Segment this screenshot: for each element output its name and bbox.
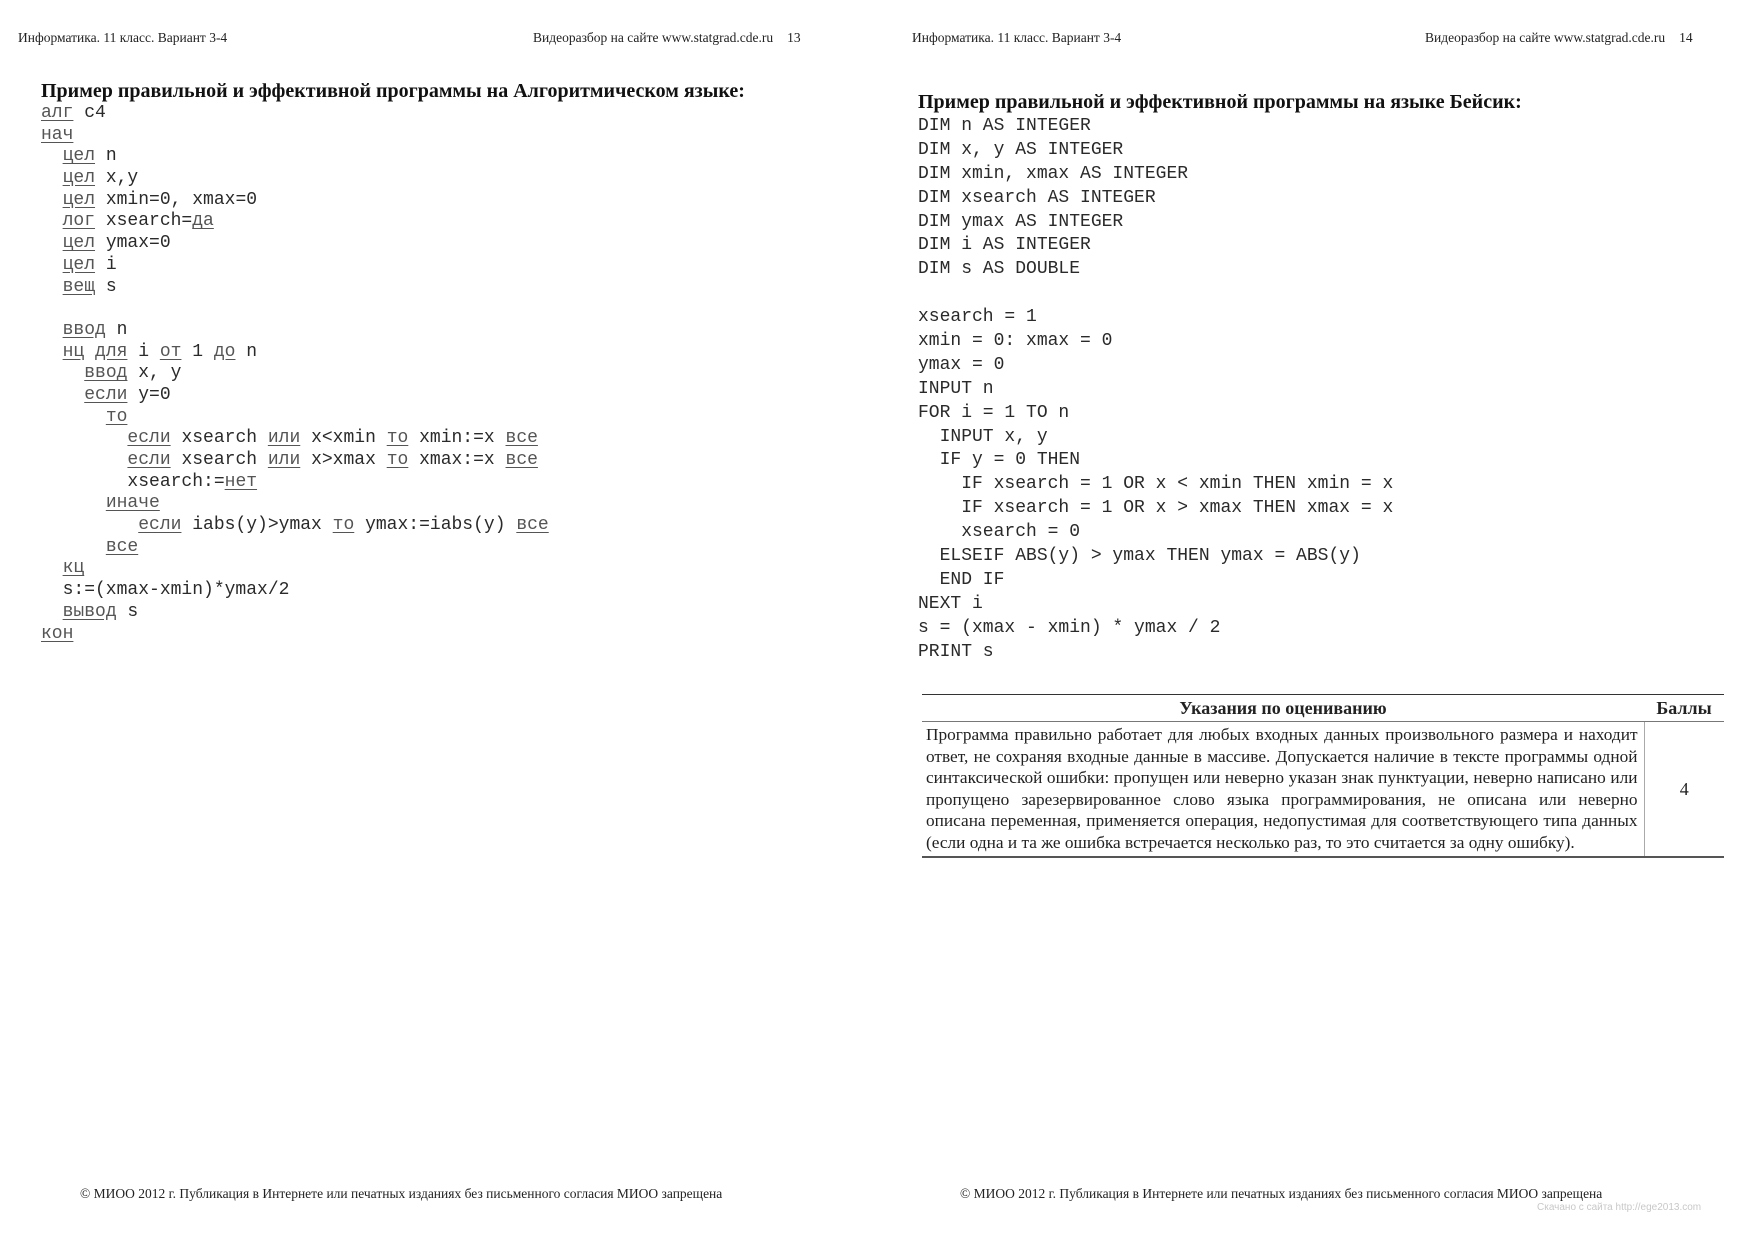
code-keyword: нет	[224, 471, 258, 492]
code-text: n	[235, 341, 258, 362]
code-line	[41, 342, 549, 364]
header-subject: Информатика. 11 класс. Вариант 3-4	[18, 30, 228, 45]
code-text: xsearch:=	[41, 471, 225, 492]
code-line	[41, 320, 549, 342]
code-text: xmin=0, xmax=0	[95, 189, 258, 210]
code-keyword: цел	[62, 233, 96, 254]
code-text	[41, 558, 63, 578]
code-text: xmin:=x	[408, 428, 506, 449]
code-line	[918, 282, 1393, 306]
code-text	[41, 190, 63, 210]
code-keyword: если	[127, 428, 171, 449]
header-video-site	[533, 30, 801, 46]
code-text: x, y	[127, 363, 182, 384]
code-keyword: ввод	[62, 319, 106, 340]
code-keyword: или	[267, 450, 301, 470]
code-text: y=0	[127, 384, 171, 405]
code-text: ymax:=iabs(y)	[354, 515, 517, 536]
code-keyword: от	[159, 341, 182, 362]
code-line: DIM n AS INTEGER	[918, 116, 1091, 136]
section-title: Пример правильной и эффективной программы на языке Бейсик:	[918, 91, 1522, 113]
code-keyword: то	[386, 450, 409, 470]
code-text	[41, 602, 63, 622]
grading-points-header: Баллы	[1644, 695, 1724, 722]
code-line: ELSEIF ABS(y) > ymax THEN ymax = ABS(y)	[918, 546, 1361, 567]
code-keyword: все	[505, 450, 538, 470]
code-text	[41, 168, 63, 188]
header-video-site	[1425, 30, 1693, 46]
code-keyword: то	[332, 515, 355, 536]
code-text: xsearch	[170, 450, 268, 470]
code-keyword: лог	[62, 211, 96, 232]
section-title: Пример правильной и эффективной программы на Алгоритмическом языке:	[41, 80, 745, 102]
code-line: xmin = 0: xmax = 0	[918, 331, 1113, 352]
code-text	[41, 407, 106, 427]
header-video-site-text: Видеоразбор на сайте www.statgrad.cde.ru	[1425, 30, 1666, 45]
code-text	[41, 233, 63, 253]
code-line	[41, 255, 549, 277]
code-line: DIM x, y AS INTEGER	[918, 139, 1124, 160]
page-number: 13	[787, 30, 801, 45]
code-text: xmax:=x	[408, 450, 506, 470]
code-text: n	[105, 319, 128, 340]
code-keyword: цел	[62, 168, 96, 189]
code-text	[41, 385, 84, 405]
code-keyword: цел	[62, 254, 96, 275]
code-keyword: нач	[41, 124, 74, 145]
code-text: 1	[181, 341, 214, 362]
code-line: INPUT x, y	[918, 426, 1048, 447]
code-keyword: кц	[62, 558, 85, 579]
code-line	[41, 277, 549, 299]
code-line: xsearch = 0	[918, 522, 1081, 543]
code-keyword: до	[213, 341, 236, 362]
code-keyword: все	[505, 428, 538, 449]
code-line: IF y = 0 THEN	[918, 450, 1081, 471]
code-keyword: то	[105, 406, 128, 427]
code-line	[41, 580, 549, 602]
code-line: DIM xmin, xmax AS INTEGER	[918, 163, 1189, 184]
code-line: xsearch = 1	[918, 307, 1037, 328]
code-line	[41, 472, 549, 494]
code-line	[41, 363, 549, 385]
code-text	[41, 515, 138, 535]
code-text: xsearch	[170, 428, 268, 449]
code-text	[41, 450, 127, 470]
code-keyword: нц	[62, 341, 85, 362]
code-line: IF xsearch = 1 OR x < xmin THEN xmin = x	[918, 474, 1394, 495]
code-keyword: если	[138, 515, 182, 536]
code-text: s:=(xmax-xmin)*ymax/2	[41, 580, 290, 601]
code-keyword: цел	[62, 146, 96, 167]
code-line	[41, 298, 549, 320]
grading-header-row	[922, 695, 1724, 722]
code-line	[41, 125, 549, 147]
code-text	[41, 277, 63, 297]
code-keyword: или	[267, 428, 301, 449]
code-text: с4	[73, 103, 106, 123]
footer-copyright: © МИОО 2012 г. Публикация в Интернете или печатных изданиях без письменного согласия МИОО запрещена	[80, 1186, 723, 1201]
code-line: s = (xmax - xmin) * ymax / 2	[918, 617, 1221, 638]
code-text	[84, 342, 95, 362]
header-subject: Информатика. 11 класс. Вариант 3-4	[912, 30, 1122, 45]
code-keyword: если	[84, 384, 128, 405]
algorithmic-code-block	[41, 103, 549, 645]
code-text	[41, 428, 127, 448]
code-text	[41, 342, 63, 362]
basic-code-block	[918, 115, 1393, 664]
grading-criteria-header: Указания по оцениванию	[922, 695, 1644, 722]
code-line	[41, 515, 549, 537]
code-text: x<xmin	[300, 428, 387, 449]
grading-criteria-text: Программа правильно работает для любых входных данных произвольного размера и находит ответ, не сохраняя входные данные в массиве. Допускается наличие в тексте программы одной синтаксической ошибки: пропущен или неверно указан знак пунктуации, неверно написано или пропущено зарезервированное слово языка программирования, не описана или неверно описана переменная, применяется операция, недопустимая для соответствующего типа данных (если одна и та же ошибка встречается несколько раз, то это считается за одну ошибку).	[922, 722, 1644, 858]
download-watermark: Скачано с сайта http://ege2013.com	[1537, 1202, 1702, 1213]
code-text	[41, 363, 84, 383]
code-line	[41, 450, 549, 472]
code-text	[41, 493, 106, 513]
code-line: PRINT s	[918, 641, 994, 662]
code-text	[41, 537, 106, 557]
code-text	[41, 320, 63, 340]
code-line: DIM i AS INTEGER	[918, 235, 1091, 256]
code-keyword: иначе	[105, 493, 160, 514]
code-keyword: для	[95, 341, 128, 362]
code-line: IF xsearch = 1 OR x > xmax THEN xmax = x	[918, 498, 1394, 519]
code-text: s	[95, 276, 117, 297]
code-text	[41, 255, 63, 275]
code-text: i	[127, 341, 160, 362]
code-line	[41, 190, 549, 212]
header-video-site-text: Видеоразбор на сайте www.statgrad.cde.ru	[533, 30, 774, 45]
code-line	[41, 146, 549, 168]
code-line: NEXT i	[918, 593, 983, 614]
code-line: DIM ymax AS INTEGER	[918, 211, 1124, 232]
code-keyword: цел	[62, 189, 96, 210]
code-text: ymax=0	[95, 233, 171, 254]
grading-points-value: 4	[1644, 722, 1724, 858]
code-line	[41, 493, 549, 515]
code-keyword: если	[127, 450, 171, 470]
code-line: DIM xsearch AS INTEGER	[918, 187, 1156, 208]
code-line: DIM s AS DOUBLE	[918, 259, 1081, 280]
code-text: n	[95, 146, 117, 167]
code-line: FOR i = 1 TO n	[918, 402, 1070, 423]
code-keyword: алг	[41, 103, 74, 123]
code-line: ymax = 0	[918, 354, 1005, 375]
code-keyword: да	[192, 211, 214, 232]
code-line	[41, 385, 549, 407]
code-line	[41, 624, 549, 646]
code-text: x>xmax	[300, 450, 387, 470]
code-line	[41, 537, 549, 559]
code-line	[41, 168, 549, 190]
code-line	[41, 407, 549, 429]
code-line	[41, 602, 549, 624]
code-line	[41, 558, 549, 580]
code-line: INPUT n	[918, 378, 994, 399]
code-keyword: все	[105, 536, 139, 557]
code-line	[41, 233, 549, 255]
code-line: END IF	[918, 569, 1005, 590]
code-keyword: то	[386, 428, 409, 449]
code-text: s	[116, 601, 139, 622]
right-page	[877, 0, 1754, 1239]
code-text: xsearch=	[95, 211, 193, 232]
grading-table	[922, 694, 1724, 858]
code-text	[41, 298, 52, 318]
code-text: i	[95, 254, 117, 275]
code-keyword: все	[516, 515, 549, 536]
code-line	[41, 211, 549, 233]
code-text	[41, 146, 63, 166]
code-keyword: ввод	[84, 363, 128, 384]
code-line	[41, 103, 549, 125]
footer-copyright: © МИОО 2012 г. Публикация в Интернете или печатных изданиях без письменного согласия МИОО запрещена	[960, 1186, 1603, 1201]
page-number: 14	[1679, 30, 1693, 45]
code-keyword: кон	[41, 623, 74, 644]
grading-row	[922, 722, 1724, 858]
code-keyword: вывод	[62, 601, 117, 622]
code-text	[41, 211, 63, 231]
code-text: iabs(y)>ymax	[181, 515, 333, 536]
code-keyword: вещ	[62, 276, 96, 297]
code-line	[41, 428, 549, 450]
code-text: x,y	[95, 168, 139, 189]
